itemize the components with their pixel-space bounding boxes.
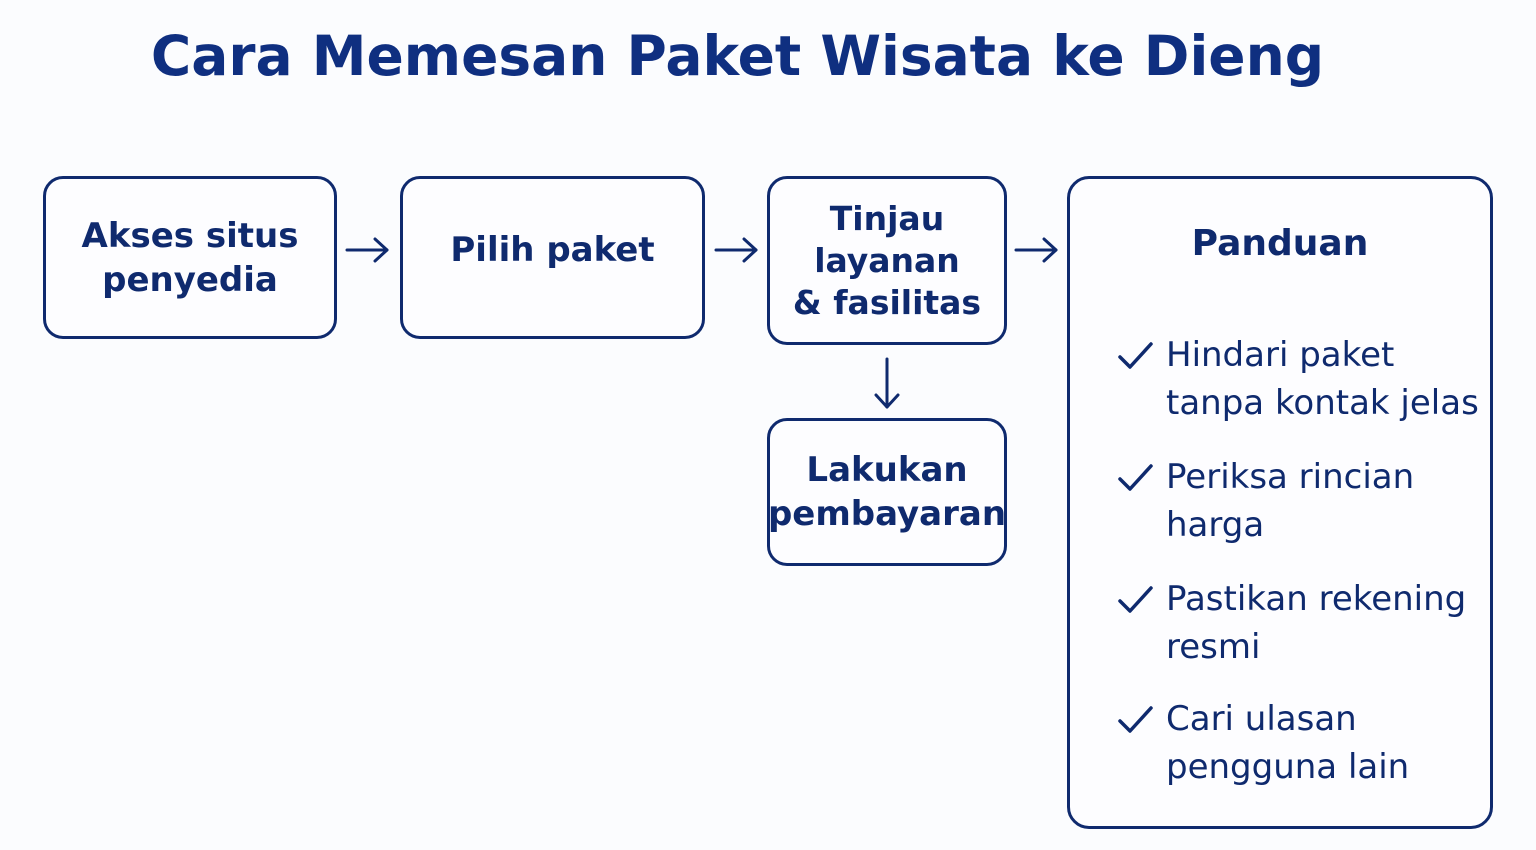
arrow-right-icon	[1013, 234, 1061, 266]
step-label: Pilih paket	[450, 229, 655, 270]
step-label: Akses situs penyedia	[81, 215, 299, 300]
arrow-down-icon	[871, 356, 903, 412]
step-review-services	[767, 176, 1007, 345]
guide-panel	[1067, 176, 1493, 829]
guide-item-text: Pastikan rekening resmi	[1166, 579, 1467, 667]
arrow-right-icon	[344, 234, 392, 266]
guide-item-text: Cari ulasan pengguna lain	[1166, 699, 1410, 787]
step-make-payment	[767, 418, 1007, 566]
check-icon	[1116, 699, 1156, 739]
step-label: Lakukan pembayaran	[767, 450, 1007, 534]
step-label: Tinjau layanan & fasilitas	[792, 198, 982, 322]
check-icon	[1116, 335, 1156, 375]
guide-item-text: Periksa rincian harga	[1166, 457, 1415, 545]
check-icon	[1116, 579, 1156, 619]
step-access-site	[43, 176, 337, 339]
guide-title: Panduan	[1191, 223, 1369, 264]
guide-item-text: Hindari paket tanpa kontak jelas	[1166, 335, 1479, 423]
step-choose-package	[400, 176, 705, 339]
check-icon	[1116, 457, 1156, 497]
arrow-right-icon	[713, 234, 761, 266]
diagram-title: Cara Memesan Paket Wisata ke Dieng	[150, 24, 1325, 88]
